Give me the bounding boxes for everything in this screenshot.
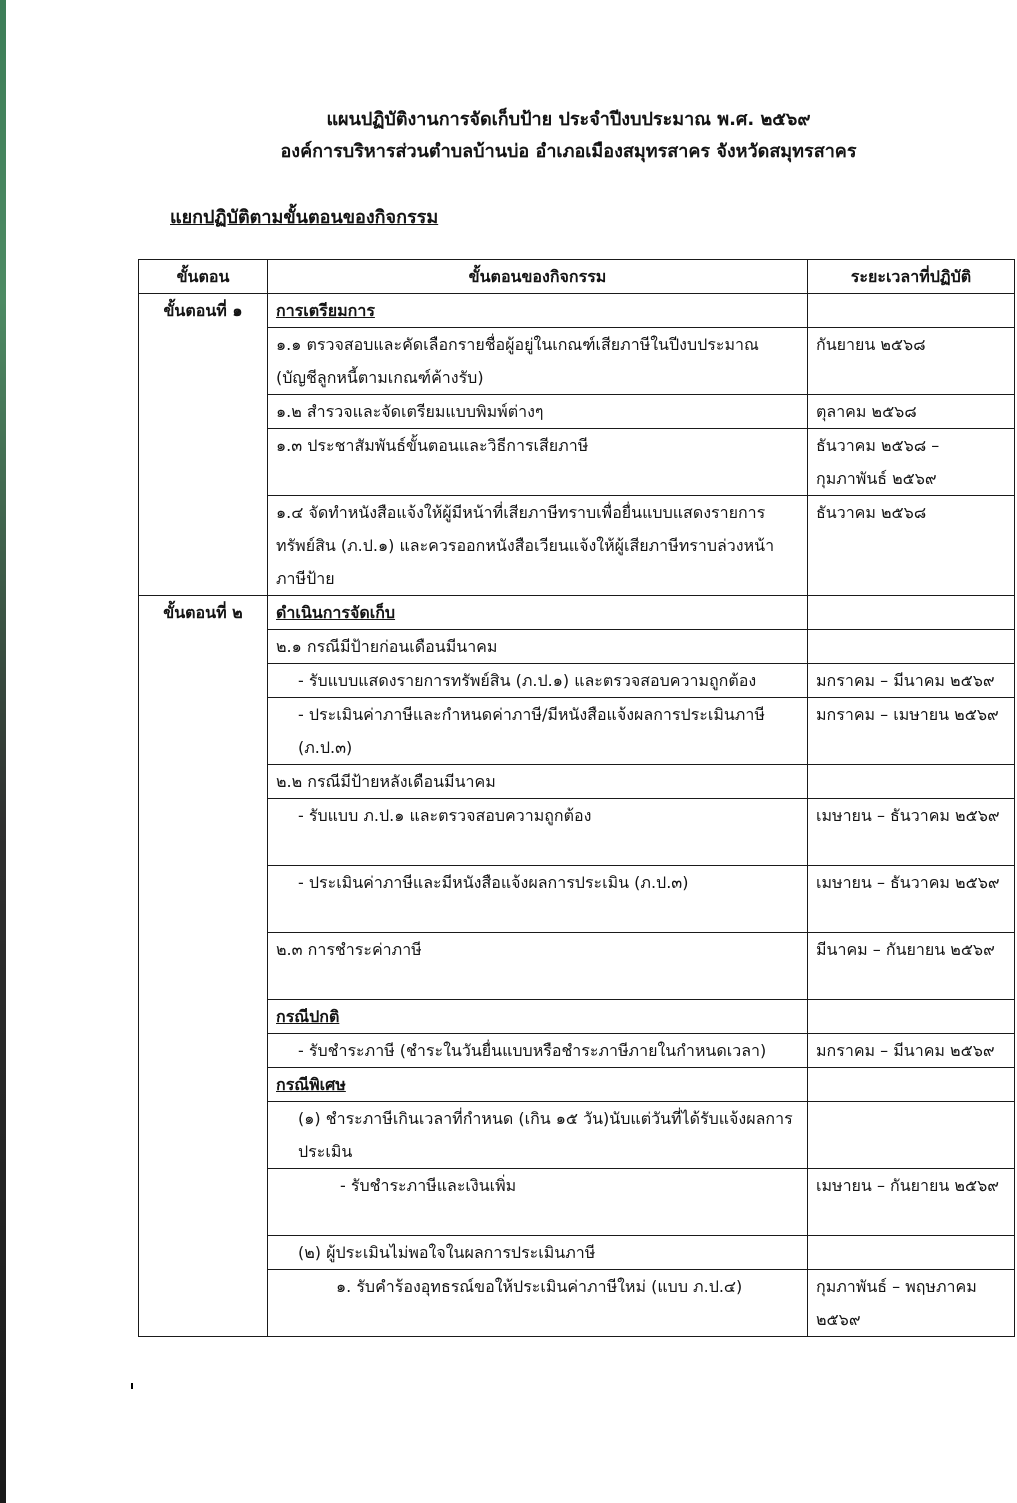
section-subtitle: แยกปฏิบัติตามขั้นตอนของกิจกรรม: [170, 207, 439, 228]
activity-cell: (๒) ผู้ประเมินไม่พอใจในผลการประเมินภาษี: [268, 1236, 808, 1270]
period-cell: มีนาคม – กันยายน ๒๕๖๙: [808, 933, 1015, 1000]
activity-cell: - รับชำระภาษีและเงินเพิ่ม: [268, 1169, 808, 1236]
period-cell: เมษายน – กันยายน ๒๕๖๙: [808, 1169, 1015, 1236]
activity-cell: ๒.๑ กรณีมีป้ายก่อนเดือนมีนาคม: [268, 630, 808, 664]
table-row: [139, 395, 1015, 429]
table-row: [139, 698, 1015, 765]
table-row: [139, 630, 1015, 664]
period-cell: เมษายน – ธันวาคม ๒๕๖๙: [808, 799, 1015, 866]
table-row: [139, 496, 1015, 596]
period-cell: ธันวาคม ๒๕๖๘: [808, 496, 1015, 596]
table-row: [139, 1270, 1015, 1337]
table-row: [139, 429, 1015, 496]
period-cell: เมษายน – ธันวาคม ๒๕๖๙: [808, 866, 1015, 933]
period-cell: ธันวาคม ๒๕๖๘ – กุมภาพันธ์ ๒๕๖๙: [808, 429, 1015, 496]
table-row: [139, 328, 1015, 395]
activity-plan-table: [138, 259, 1015, 1337]
header-activity: ขั้นตอนของกิจกรรม: [268, 260, 808, 294]
activity-cell: - รับแบบแสดงรายการทรัพย์สิน (ภ.ป.๑) และตรวจสอบความถูกต้อง: [268, 664, 808, 698]
period-cell: ตุลาคม ๒๕๖๘: [808, 395, 1015, 429]
margin-rule: [131, 1383, 133, 1389]
period-cell: มกราคม – เมษายน ๒๕๖๙: [808, 698, 1015, 765]
table-row: [139, 664, 1015, 698]
table-row: [139, 765, 1015, 799]
step-1-label: ขั้นตอนที่ ๑: [139, 294, 268, 596]
section-heading: ดำเนินการจัดเก็บ: [276, 603, 396, 622]
table-row: [139, 1102, 1015, 1169]
period-cell: กุมภาพันธ์ – พฤษภาคม ๒๕๖๙: [808, 1270, 1015, 1337]
activity-cell: [268, 294, 808, 328]
activity-cell: [268, 1068, 808, 1102]
case-heading: กรณีพิเศษ: [276, 1075, 346, 1094]
activity-cell: ๒.๒ กรณีมีป้ายหลังเดือนมีนาคม: [268, 765, 808, 799]
period-cell: กันยายน ๒๕๖๘: [808, 328, 1015, 395]
table-row: [139, 1236, 1015, 1270]
table-row: [139, 933, 1015, 1000]
table-row: [139, 294, 1015, 328]
period-cell: [808, 1068, 1015, 1102]
period-cell: [808, 596, 1015, 630]
section-heading: การเตรียมการ: [276, 301, 375, 320]
table-row: [139, 596, 1015, 630]
table-header-row: [139, 260, 1015, 294]
period-cell: [808, 1102, 1015, 1169]
step-2-label: ขั้นตอนที่ ๒: [139, 596, 268, 1337]
activity-cell: [268, 596, 808, 630]
activity-cell: ๑.๓ ประชาสัมพันธ์ขั้นตอนและวิธีการเสียภาษี: [268, 429, 808, 496]
scan-left-edge: [0, 0, 6, 1503]
period-cell: [808, 630, 1015, 664]
header-step: ขั้นตอน: [139, 260, 268, 294]
table-row: [139, 1034, 1015, 1068]
activity-cell: - รับชำระภาษี (ชำระในวันยื่นแบบหรือชำระภาษีภายในกำหนดเวลา): [268, 1034, 808, 1068]
activity-cell: - รับแบบ ภ.ป.๑ และตรวจสอบความถูกต้อง: [268, 799, 808, 866]
activity-cell: ๑. รับคำร้องอุทธรณ์ขอให้ประเมินค่าภาษีใหม่ (แบบ ภ.ป.๔): [268, 1270, 808, 1337]
period-cell: มกราคม – มีนาคม ๒๕๖๙: [808, 664, 1015, 698]
period-cell: [808, 1236, 1015, 1270]
case-heading: กรณีปกติ: [276, 1007, 340, 1026]
period-cell: มกราคม – มีนาคม ๒๕๖๙: [808, 1034, 1015, 1068]
table-row: [139, 866, 1015, 933]
header-period: ระยะเวลาที่ปฏิบัติ: [808, 260, 1015, 294]
activity-cell: [268, 1000, 808, 1034]
period-cell: [808, 1000, 1015, 1034]
activity-cell: - ประเมินค่าภาษีและกำหนดค่าภาษี/มีหนังสือแจ้งผลการประเมินภาษี (ภ.ป.๓): [268, 698, 808, 765]
table-row: [139, 799, 1015, 866]
table-row: [139, 1068, 1015, 1102]
table-row: [139, 1000, 1015, 1034]
organization-title: องค์การบริหารส่วนตำบลบ้านบ่อ อำเภอเมืองสมุทรสาคร จังหวัดสมุทรสาคร: [280, 141, 857, 162]
activity-cell: (๑) ชำระภาษีเกินเวลาที่กำหนด (เกิน ๑๕ วัน)นับแต่วันที่ได้รับแจ้งผลการประเมิน: [268, 1102, 808, 1169]
period-cell: [808, 294, 1015, 328]
activity-cell: ๑.๒ สำรวจและจัดเตรียมแบบพิมพ์ต่างๆ: [268, 395, 808, 429]
activity-cell: ๑.๑ ตรวจสอบและคัดเลือกรายชื่อผู้อยู่ในเกณฑ์เสียภาษีในปีงบประมาณ (บัญชีลูกหนี้ตามเกณฑ์ค้างรับ): [268, 328, 808, 395]
table-row: [139, 1169, 1015, 1236]
activity-cell: ๒.๓ การชำระค่าภาษี: [268, 933, 808, 1000]
activity-cell: ๑.๔ จัดทำหนังสือแจ้งให้ผู้มีหน้าที่เสียภาษีทราบเพื่อยื่นแบบแสดงรายการทรัพย์สิน (ภ.ป.๑) และควรออกหนังสือเวียนแจ้งให้ผู้เสียภาษีทราบล่วงหน้าภาษีป้าย: [268, 496, 808, 596]
activity-cell: - ประเมินค่าภาษีและมีหนังสือแจ้งผลการประเมิน (ภ.ป.๓): [268, 866, 808, 933]
period-cell: [808, 765, 1015, 799]
document-title: แผนปฏิบัติงานการจัดเก็บป้าย ประจำปีงบประมาณ พ.ศ. ๒๕๖๙: [326, 109, 811, 130]
